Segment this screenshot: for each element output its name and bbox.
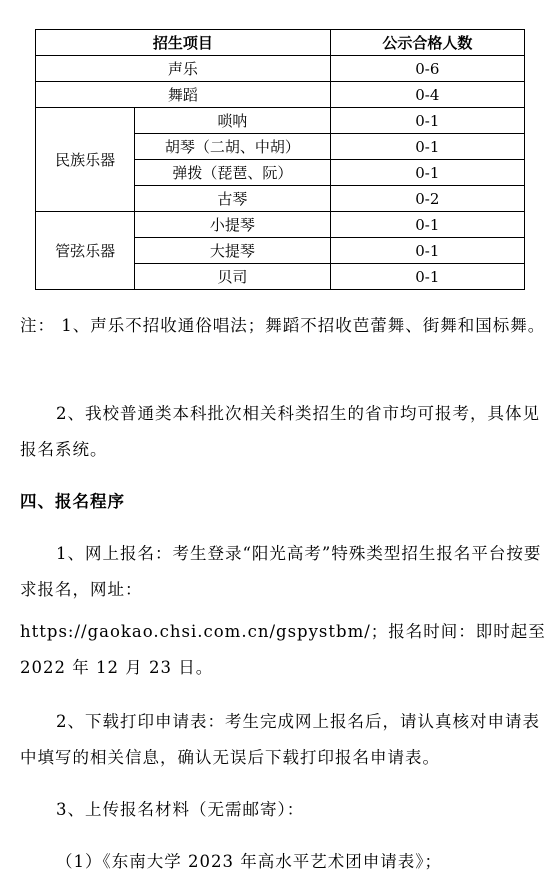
step-1-continued: https://gaokao.chsi.com.cn/gspystbm/；报名时间：即时起至 2022 年 12 月 23 日。 <box>20 622 546 677</box>
table-row <box>36 82 525 108</box>
group-name: 民族乐器 <box>36 108 135 212</box>
row-count: 0-1 <box>330 108 524 134</box>
row-item: 贝司 <box>135 264 330 290</box>
row-item: 大提琴 <box>135 238 330 264</box>
table-row <box>36 108 525 134</box>
quota-table <box>35 29 525 290</box>
group-name: 管弦乐器 <box>36 212 135 290</box>
row-count: 0-1 <box>330 212 524 238</box>
row-count: 0-1 <box>330 238 524 264</box>
row-item: 唢呐 <box>135 108 330 134</box>
header-count: 公示合格人数 <box>330 30 524 56</box>
row-count: 0-6 <box>330 56 524 82</box>
row-count: 0-1 <box>330 134 524 160</box>
row-item: 弹拨（琵琶、阮） <box>135 160 330 186</box>
row-item: 声乐 <box>36 56 331 82</box>
row-item: 胡琴（二胡、中胡） <box>135 134 330 160</box>
row-count: 0-1 <box>330 264 524 290</box>
step-2: 2、下载打印申请表：考生完成网上报名后，请认真核对申请表中填写的相关信息，确认无误后下载打印报名申请表。 <box>20 712 540 767</box>
step-3-item-1: （1）《东南大学 2023 年高水平艺术团申请表》； <box>56 852 442 871</box>
note-1: 注： 1、声乐不招收通俗唱法；舞蹈不招收芭蕾舞、街舞和国标舞。 <box>20 316 546 335</box>
header-item: 招生项目 <box>36 30 331 56</box>
step-3: 3、上传报名材料（无需邮寄）： <box>56 800 305 819</box>
row-count: 0-2 <box>330 186 524 212</box>
row-count: 0-1 <box>330 160 524 186</box>
step-1: 1、网上报名：考生登录“阳光高考”特殊类型招生报名平台按要求报名，网址： <box>20 544 542 599</box>
note-2: 2、我校普通类本科批次相关科类招生的省市均可报考，具体见报名系统。 <box>20 404 540 459</box>
row-item: 小提琴 <box>135 212 330 238</box>
row-item: 古琴 <box>135 186 330 212</box>
table-row <box>36 212 525 238</box>
table-row <box>36 56 525 82</box>
table-header-row <box>36 30 525 56</box>
row-item: 舞蹈 <box>36 82 331 108</box>
section-heading: 四、报名程序 <box>20 492 125 511</box>
row-count: 0-4 <box>330 82 524 108</box>
